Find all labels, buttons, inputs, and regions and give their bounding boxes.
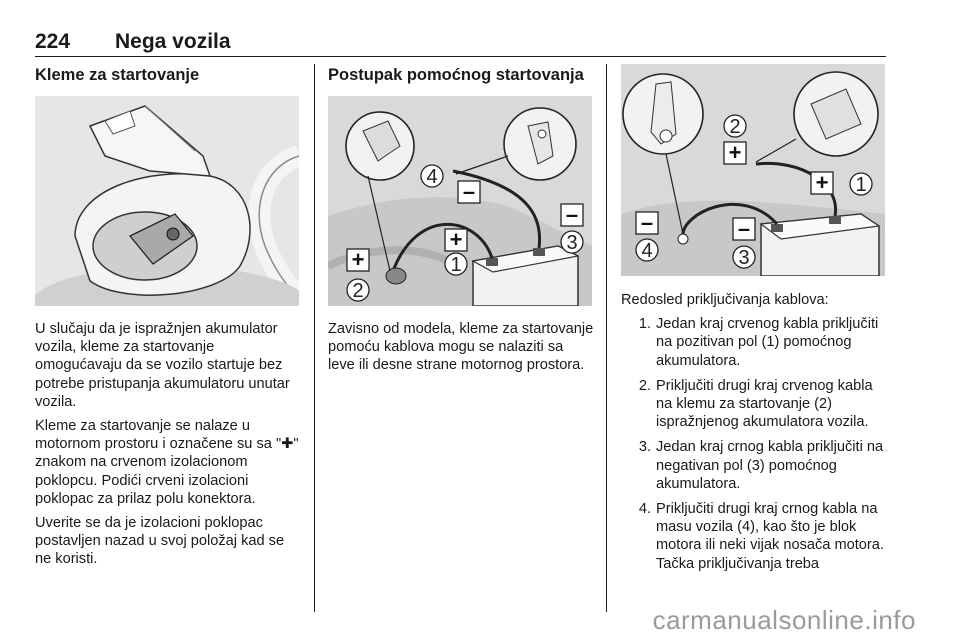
chapter-title: Nega vozila xyxy=(115,30,231,53)
label-4b: 4 xyxy=(641,240,653,262)
step-text: Jedan kraj crnog kabla priključiti na negativan pol (3) pomoćnog akumulatora. xyxy=(656,439,884,492)
figure-engine-bay-2 xyxy=(621,64,885,276)
paragraph-model-dependent: Zavisno od modela, kleme za startovanje pomoću kablova mogu se nalaziti sa leve ili desne strane motornog prostora. xyxy=(328,321,594,374)
label-2: 2 xyxy=(352,280,364,302)
label-1: 1 xyxy=(450,254,462,276)
label-3: 3 xyxy=(566,232,578,254)
paragraph-battery-discharged: U slučaju da je ispražnjen akumulator vozila, kleme za startovanje omogućavaju da se vozilo startuje bez potrebe pristupanja akumulatoru unutar vozila. xyxy=(35,321,290,410)
minus-box-3: – xyxy=(565,202,579,227)
label-2b: 2 xyxy=(729,116,741,138)
plus-symbol: ✚ xyxy=(281,436,294,453)
minus-box-3b: – xyxy=(737,216,751,241)
step-number: 1. xyxy=(638,316,651,333)
plus-box-1: + xyxy=(449,227,463,252)
column-2-body xyxy=(328,320,594,381)
step-item xyxy=(631,500,887,573)
cable-order-intro: Redosled priključivanja kablova: xyxy=(621,292,829,308)
paragraph-terminal-location xyxy=(35,417,301,508)
column-2 xyxy=(328,64,598,86)
paragraph-cover-reminder: Uverite se da je izolacioni poklopac postavljen nazad u svoj položaj kad se ne koristi. xyxy=(35,515,285,568)
paragraph-terminal-location-line1: Kleme za startovanje se nalaze u xyxy=(35,418,250,435)
step-item xyxy=(631,315,887,370)
step-text: Priključiti drugi kraj crvenog kabla na klemu za startovanje (2) ispražnjenog akumulatora vozila. xyxy=(656,377,873,431)
paragraph-terminal-location-rest: " znakom na crvenom izolacionom poklopcu. Podići crveni izolacioni poklopac za prilaz polu konektora. xyxy=(35,436,299,507)
plus-box-2: + xyxy=(351,247,365,272)
section-heading-kleme: Kleme za startovanje xyxy=(35,66,200,84)
minus-box-4b: – xyxy=(640,210,654,235)
plus-box-1b: + xyxy=(815,170,829,195)
watermark: carmanualsonline.info xyxy=(652,605,916,635)
cable-steps-list xyxy=(631,315,887,573)
figure-terminal-closeup xyxy=(35,96,299,306)
page-header xyxy=(35,30,886,52)
step-text: Jedan kraj crvenog kabla priključiti na pozitivan pol (1) pomoćnog akumulatora. xyxy=(656,316,879,369)
label-3b: 3 xyxy=(738,247,750,269)
step-number: 4. xyxy=(638,501,651,518)
label-1b: 1 xyxy=(855,174,867,196)
section-heading-postupak: Postupak pomoćnog startovanja xyxy=(328,66,584,84)
page-number: 224 xyxy=(35,30,71,53)
step-number: 3. xyxy=(638,439,651,456)
step-item xyxy=(631,438,887,493)
header-rule xyxy=(35,56,886,57)
open-quote: " xyxy=(275,436,282,453)
step-item xyxy=(631,377,887,432)
label-4: 4 xyxy=(426,166,438,188)
minus-box-4: – xyxy=(462,179,476,204)
figure-engine-bay-1 xyxy=(328,96,592,306)
step-number: 2. xyxy=(638,377,651,394)
column-1-body xyxy=(35,320,301,575)
step-text: Priključiti drugi kraj crnog kabla na masu vozila (4), kao što je blok motora ili neki vijak nosača motora. Tačka priključivanja treba xyxy=(656,501,884,572)
column-1 xyxy=(35,64,301,86)
plus-box-2b: + xyxy=(728,140,742,165)
column-3-body xyxy=(621,291,887,580)
column-divider-1 xyxy=(314,64,315,612)
paragraph-terminal-location-line2: motornom prostoru i označene su sa xyxy=(35,436,272,453)
column-divider-2 xyxy=(606,64,607,612)
